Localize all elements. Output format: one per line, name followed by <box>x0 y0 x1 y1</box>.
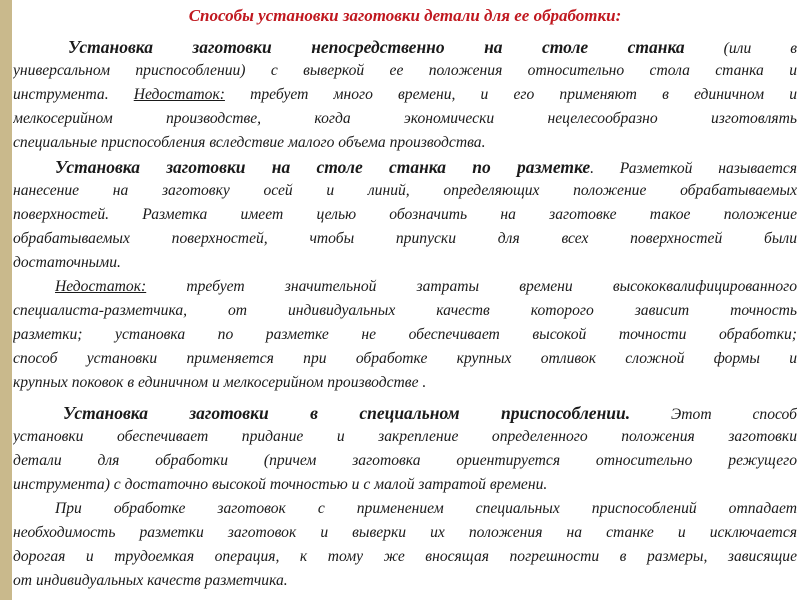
s3-line-7: дорогая и трудоемкая операция, к тому же вносящая погрешности в размеры, зависящие <box>13 548 797 565</box>
s3-line-6: необходимость разметки заготовок и выверки их положения на станке и исключается <box>13 524 797 541</box>
s3-line-5: При обработке заготовок с применением специальных приспособлений отпадает <box>55 500 797 517</box>
s2-line-10: крупных поковок в единичном и мелкосерийном производстве . <box>13 374 427 391</box>
s1-line-1 <box>13 35 797 59</box>
s2-line-7: специалиста-разметчика, от индивидуальных качеств которого зависит точность <box>13 302 797 319</box>
s2-line-8: разметки; установка по разметке не обеспечивает высокой точности обработки; <box>13 326 797 343</box>
s2-line-6 <box>13 275 797 299</box>
s3-line-2: установки обеспечивает придание и закрепление определенного положения заготовки <box>13 428 797 445</box>
s3-line-1 <box>13 401 797 425</box>
s1-drawback-label: Недостаток: <box>133 86 225 103</box>
s1-line-3-start: инструмента. <box>13 86 134 103</box>
page-title: Способы установки заготовки детали для ее обработки: <box>188 6 622 25</box>
s1-line-1-text: (или в <box>684 40 797 57</box>
s2-heading: Установка заготовки на столе станка по разметке <box>55 157 591 177</box>
s2-line-1-text: . Разметкой называется <box>590 160 797 177</box>
s1-line-3 <box>13 83 797 107</box>
s3-line-3: детали для обработки (причем заготовка ориентируется относительно режущего <box>13 452 797 469</box>
s3-line-1-text: Этот способ <box>630 406 797 423</box>
s1-line-2: универсальном приспособлении) с выверкой ее положения относительно стола станка и <box>13 62 797 79</box>
s1-heading: Установка заготовки непосредственно на столе станка <box>68 37 685 57</box>
s1-line-3-rest: требует много времени, и его применяют в единичном и <box>224 86 797 103</box>
s3-line-4: инструмента) с достаточно высокой точностью и с малой затратой времени. <box>13 476 548 493</box>
s2-line-2: нанесение на заготовку осей и линий, определяющих положение обрабатываемых <box>13 182 797 199</box>
left-decorative-band <box>0 0 12 600</box>
s2-line-6-rest: требует значительной затраты времени высококвалифицированного <box>146 278 797 295</box>
document-page <box>13 0 797 600</box>
s2-line-3: поверхностей. Разметка имеет целью обозначить на заготовке такое положение <box>13 206 797 223</box>
s2-line-4: обрабатываемых поверхностей, чтобы припуски для всех поверхностей были <box>13 230 797 247</box>
s1-line-4: мелкосерийном производстве, когда экономически нецелесообразно изготовлять <box>13 110 797 127</box>
s1-line-5: специальные приспособления вследствие малого объема производства. <box>13 134 486 151</box>
s2-line-1 <box>13 155 797 179</box>
s3-line-8: от индивидуальных качеств разметчика. <box>13 572 288 589</box>
s2-line-5: достаточными. <box>13 254 121 271</box>
s3-heading: Установка заготовки в специальном приспособлении. <box>63 403 631 423</box>
s2-line-9: способ установки применяется при обработке крупных отливок сложной формы и <box>13 350 797 367</box>
s2-drawback-label: Недостаток: <box>55 278 147 295</box>
